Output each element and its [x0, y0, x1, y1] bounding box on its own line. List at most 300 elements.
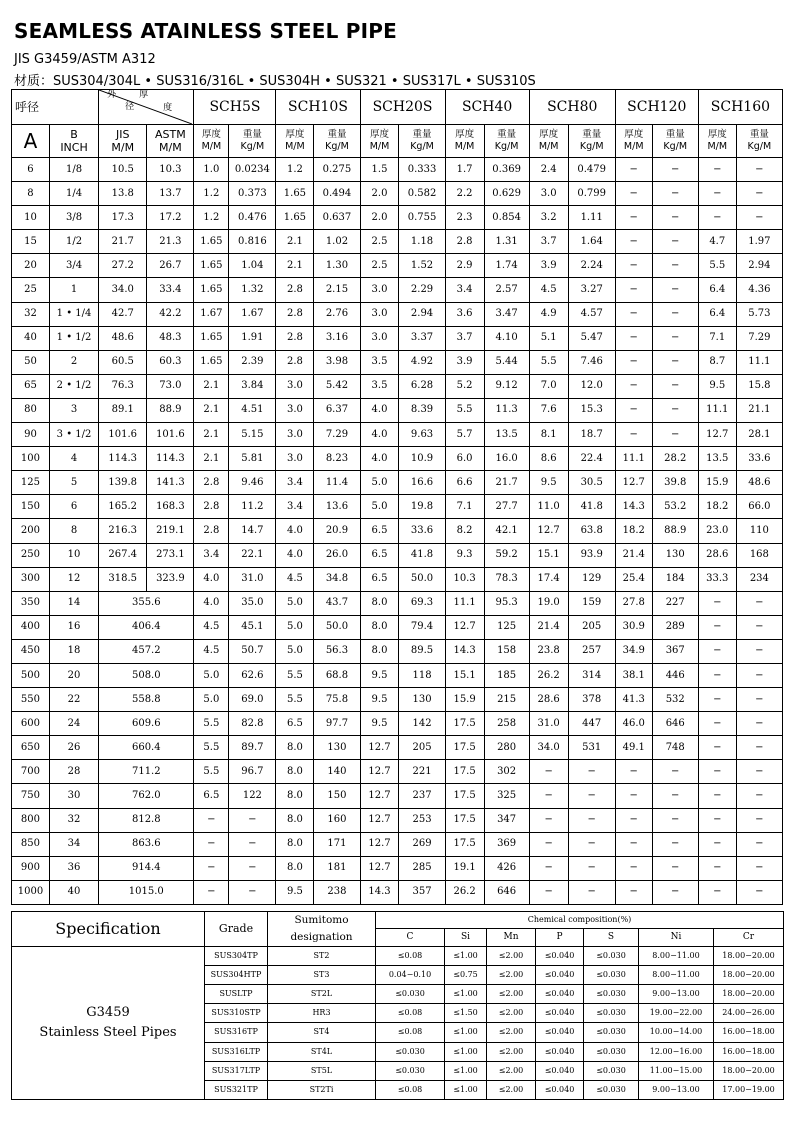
- table-cell: 34.9: [615, 639, 652, 663]
- table-cell: SUS317LTP: [205, 1061, 268, 1080]
- table-cell: ≤1.00: [445, 1061, 487, 1080]
- thickness-header-line2: M/M: [538, 141, 559, 152]
- table-cell: 19.00−22.00: [639, 1004, 714, 1023]
- nominal-inch-header-line2: INCH: [60, 141, 88, 154]
- sch-header: SCH160: [698, 90, 782, 125]
- table-row: [12, 278, 783, 302]
- table-cell: 14.3: [445, 639, 484, 663]
- table-cell: ≤1.00: [445, 984, 487, 1003]
- table-cell: ≤1.00: [445, 946, 487, 965]
- table-cell: 18.00−20.00: [714, 965, 784, 984]
- table-cell: 185: [484, 663, 529, 687]
- table-cell: ≤0.08: [376, 946, 445, 965]
- table-cell: 3.0: [360, 278, 399, 302]
- table-cell: 80: [12, 398, 50, 422]
- table-cell: 13.6: [314, 495, 360, 519]
- table-cell: −: [736, 760, 782, 784]
- table-cell: 1000: [12, 880, 50, 904]
- table-cell: 2 • 1/2: [49, 374, 98, 398]
- table-cell: −: [698, 784, 736, 808]
- table-cell: 532: [652, 688, 698, 712]
- table-cell: −: [652, 832, 698, 856]
- table-cell: 237: [399, 784, 445, 808]
- table-cell: 1 • 1/4: [49, 302, 98, 326]
- table-cell: 18.00−20.00: [714, 946, 784, 965]
- thickness-header: [615, 125, 652, 158]
- table-cell: 1.2: [194, 182, 229, 206]
- table-cell: 23.8: [529, 639, 568, 663]
- table-cell: 50.0: [399, 567, 445, 591]
- table-cell: 5.15: [229, 423, 276, 447]
- weight-header-line1: 重量: [749, 129, 769, 141]
- table-cell: 2.8: [194, 471, 229, 495]
- table-cell: 1/2: [49, 230, 98, 254]
- table-cell: 22.4: [568, 447, 615, 471]
- table-cell: ST2L: [268, 984, 376, 1003]
- table-row: [12, 712, 783, 736]
- table-cell: ≤0.030: [584, 1023, 639, 1042]
- table-cell: 2.8: [276, 350, 314, 374]
- table-cell: 33.6: [736, 447, 782, 471]
- table-cell: 7.6: [529, 398, 568, 422]
- table-cell: 31.0: [529, 712, 568, 736]
- table-cell: ≤0.08: [376, 1080, 445, 1099]
- table-cell: 8.0: [276, 808, 314, 832]
- table-cell: −: [229, 808, 276, 832]
- table-cell: −: [194, 856, 229, 880]
- table-cell: ≤0.75: [445, 965, 487, 984]
- table-cell: 5.2: [445, 374, 484, 398]
- table-cell: −: [229, 880, 276, 904]
- table-cell: 10: [49, 543, 98, 567]
- table-cell: 5: [49, 471, 98, 495]
- astm-od-header: [147, 125, 194, 158]
- table-cell: 900: [12, 856, 50, 880]
- table-cell: 646: [652, 712, 698, 736]
- table-cell: 40: [12, 326, 50, 350]
- table-cell: 3.37: [399, 326, 445, 350]
- spec-code: G3459: [86, 1005, 130, 1021]
- table-cell: −: [568, 832, 615, 856]
- table-cell: 2.5: [360, 230, 399, 254]
- table-cell: 4.5: [276, 567, 314, 591]
- table-cell: 26.2: [529, 663, 568, 687]
- table-cell: 9.5: [360, 663, 399, 687]
- table-cell: 1.67: [229, 302, 276, 326]
- table-cell: −: [568, 808, 615, 832]
- table-cell: 5.5: [194, 736, 229, 760]
- table-cell: 88.9: [147, 398, 194, 422]
- table-cell: 8.0: [276, 832, 314, 856]
- weight-header-line2: Kg/M: [579, 141, 604, 152]
- table-cell: 1.04: [229, 254, 276, 278]
- table-cell: 748: [652, 736, 698, 760]
- table-cell: 9.00−13.00: [639, 1080, 714, 1099]
- table-cell: 96.7: [229, 760, 276, 784]
- table-cell: 16: [49, 615, 98, 639]
- table-cell: 17.5: [445, 712, 484, 736]
- table-cell: 3.9: [445, 350, 484, 374]
- table-cell: 2.94: [736, 254, 782, 278]
- table-cell: 25.4: [615, 567, 652, 591]
- table-cell: −: [652, 423, 698, 447]
- table-cell: 5.81: [229, 447, 276, 471]
- table-cell: 6: [12, 158, 50, 182]
- table-cell: 5.73: [736, 302, 782, 326]
- table-cell: ≤1.50: [445, 1004, 487, 1023]
- table-cell: −: [736, 712, 782, 736]
- table-row: [12, 856, 783, 880]
- table-cell: SUS321TP: [205, 1080, 268, 1099]
- table-cell: −: [736, 832, 782, 856]
- table-cell: 28.2: [652, 447, 698, 471]
- table-cell: −: [615, 182, 652, 206]
- table-cell: −: [652, 230, 698, 254]
- table-cell: 18.7: [568, 423, 615, 447]
- table-cell: ≤0.030: [584, 1061, 639, 1080]
- table-cell: 4.92: [399, 350, 445, 374]
- table-cell: 2.1: [194, 374, 229, 398]
- table-cell: SUS310STP: [205, 1004, 268, 1023]
- table-cell: −: [652, 326, 698, 350]
- table-cell: ≤0.030: [584, 1042, 639, 1061]
- table-cell: 812.8: [99, 808, 194, 832]
- table-cell: 6.37: [314, 398, 360, 422]
- table-cell: 19.0: [529, 591, 568, 615]
- table-cell: 82.8: [229, 712, 276, 736]
- table-cell: −: [698, 808, 736, 832]
- table-cell: 2.5: [360, 254, 399, 278]
- table-cell: 1.2: [276, 158, 314, 182]
- table-cell: 68.8: [314, 663, 360, 687]
- table-row: [12, 946, 784, 965]
- thickness-header-line2: M/M: [707, 141, 728, 152]
- table-cell: 646: [484, 880, 529, 904]
- table-cell: 1.67: [194, 302, 229, 326]
- table-cell: 15.9: [445, 688, 484, 712]
- table-cell: −: [698, 591, 736, 615]
- grade-header: Grade: [205, 912, 268, 947]
- table-row: [12, 254, 783, 278]
- table-cell: 234: [736, 567, 782, 591]
- table-cell: 16.0: [484, 447, 529, 471]
- table-cell: 8.00−11.00: [639, 946, 714, 965]
- table-cell: −: [529, 880, 568, 904]
- table-cell: 1.65: [194, 326, 229, 350]
- table-cell: SUS316TP: [205, 1023, 268, 1042]
- table-cell: −: [736, 206, 782, 230]
- table-cell: 11.3: [484, 398, 529, 422]
- table-cell: −: [698, 182, 736, 206]
- table-row: [12, 495, 783, 519]
- table-cell: 7.0: [529, 374, 568, 398]
- table-cell: 269: [399, 832, 445, 856]
- table-cell: −: [529, 760, 568, 784]
- table-cell: 9.12: [484, 374, 529, 398]
- table-cell: 2.57: [484, 278, 529, 302]
- element-header: Si: [445, 928, 487, 946]
- table-cell: 90: [12, 423, 50, 447]
- thickness-header-line1: 厚度: [455, 129, 475, 141]
- table-cell: 1.2: [194, 206, 229, 230]
- table-cell: 762.0: [99, 784, 194, 808]
- table-cell: ≤1.00: [445, 1042, 487, 1061]
- table-cell: 850: [12, 832, 50, 856]
- weight-header: [484, 125, 529, 158]
- table-cell: 3/4: [49, 254, 98, 278]
- table-cell: 32: [49, 808, 98, 832]
- table-cell: 11.0: [529, 495, 568, 519]
- table-cell: −: [229, 856, 276, 880]
- table-cell: 2.0: [360, 182, 399, 206]
- table-cell: 17.5: [445, 784, 484, 808]
- table-cell: 18.00−20.00: [714, 1061, 784, 1080]
- table-cell: −: [736, 663, 782, 687]
- table-cell: 30: [49, 784, 98, 808]
- nominal-a-header: A: [12, 125, 50, 158]
- table-cell: 350: [12, 591, 50, 615]
- nominal-inch-header-line1: B: [70, 127, 78, 141]
- table-cell: 4.0: [360, 398, 399, 422]
- table-cell: 12.00−16.00: [639, 1042, 714, 1061]
- table-cell: 257: [568, 639, 615, 663]
- table-cell: 5.1: [529, 326, 568, 350]
- table-cell: 17.00−19.00: [714, 1080, 784, 1099]
- table-cell: 53.2: [652, 495, 698, 519]
- table-cell: 140: [314, 760, 360, 784]
- table-cell: 1.65: [194, 350, 229, 374]
- table-cell: 1.32: [229, 278, 276, 302]
- table-cell: 267.4: [99, 543, 147, 567]
- table-cell: 14.3: [615, 495, 652, 519]
- table-cell: 16.00−18.00: [714, 1042, 784, 1061]
- table-cell: 3.0: [276, 398, 314, 422]
- table-cell: ST4L: [268, 1042, 376, 1061]
- table-cell: −: [652, 760, 698, 784]
- table-cell: 9.5: [276, 880, 314, 904]
- table-cell: 3.4: [276, 495, 314, 519]
- table-cell: ST3: [268, 965, 376, 984]
- table-cell: 4.0: [276, 543, 314, 567]
- table-cell: 4.7: [698, 230, 736, 254]
- table-cell: 1.18: [399, 230, 445, 254]
- table-cell: 9.00−13.00: [639, 984, 714, 1003]
- table-cell: 28: [49, 760, 98, 784]
- table-cell: 4.5: [529, 278, 568, 302]
- table-cell: 159: [568, 591, 615, 615]
- table-cell: −: [615, 254, 652, 278]
- diag-outer: 外: [107, 90, 117, 100]
- thickness-header: [698, 125, 736, 158]
- table-cell: 31.0: [229, 567, 276, 591]
- table-cell: 14.3: [360, 880, 399, 904]
- table-cell: 3.5: [360, 374, 399, 398]
- table-cell: ST2: [268, 946, 376, 965]
- table-cell: 3/8: [49, 206, 98, 230]
- table-cell: ≤0.030: [584, 1004, 639, 1023]
- table-cell: 8.0: [360, 591, 399, 615]
- table-cell: 34.0: [529, 736, 568, 760]
- table-row: [12, 591, 783, 615]
- table-cell: 4.0: [360, 423, 399, 447]
- weight-header-line1: 重量: [582, 129, 602, 141]
- sch-header: SCH5S: [194, 90, 276, 125]
- table-cell: 4.36: [736, 278, 782, 302]
- table-cell: 89.1: [99, 398, 147, 422]
- table-cell: 168: [736, 543, 782, 567]
- table-cell: 12.7: [360, 736, 399, 760]
- table-cell: −: [736, 880, 782, 904]
- chemical-composition-header: Chemical composition(%): [376, 912, 784, 929]
- table-cell: 5.42: [314, 374, 360, 398]
- table-cell: 1.74: [484, 254, 529, 278]
- table-cell: 8: [49, 519, 98, 543]
- table-cell: 38.1: [615, 663, 652, 687]
- table-cell: 6: [49, 495, 98, 519]
- table-row: [12, 182, 783, 206]
- table-cell: 558.8: [99, 688, 194, 712]
- table-cell: 2.94: [399, 302, 445, 326]
- table-cell: 8.23: [314, 447, 360, 471]
- table-cell: 13.7: [147, 182, 194, 206]
- table-row: [12, 880, 783, 904]
- table-cell: −: [615, 880, 652, 904]
- table-cell: 4.5: [194, 615, 229, 639]
- table-cell: 10.00−14.00: [639, 1023, 714, 1042]
- table-cell: 21.3: [147, 230, 194, 254]
- table-cell: 7.29: [314, 423, 360, 447]
- weight-header: [399, 125, 445, 158]
- table-cell: −: [229, 832, 276, 856]
- table-cell: 11.00−15.00: [639, 1061, 714, 1080]
- table-cell: 101.6: [147, 423, 194, 447]
- table-cell: −: [652, 206, 698, 230]
- table-cell: 8.2: [445, 519, 484, 543]
- table-cell: 11.1: [698, 398, 736, 422]
- document-title: SEAMLESS ATAINLESS STEEL PIPE: [14, 19, 397, 43]
- table-cell: 8.0: [276, 736, 314, 760]
- table-cell: 21.4: [615, 543, 652, 567]
- table-cell: 139.8: [99, 471, 147, 495]
- table-cell: −: [652, 182, 698, 206]
- table-cell: 0.0234: [229, 158, 276, 182]
- table-cell: 2.76: [314, 302, 360, 326]
- material-line: 材质：SUS304/304L • SUS316/316L • SUS304H • SUS321 • SUS317L • SUS310S: [14, 74, 536, 89]
- specification-name: [12, 946, 205, 1100]
- table-row: [12, 447, 783, 471]
- table-cell: 7.46: [568, 350, 615, 374]
- table-cell: −: [615, 832, 652, 856]
- table-cell: 3.0: [529, 182, 568, 206]
- table-cell: HR3: [268, 1004, 376, 1023]
- table-cell: 1.65: [276, 206, 314, 230]
- table-cell: 12.7: [360, 784, 399, 808]
- table-cell: 914.4: [99, 856, 194, 880]
- table-cell: −: [568, 856, 615, 880]
- thickness-header-line1: 厚度: [285, 129, 305, 141]
- thickness-header: [360, 125, 399, 158]
- weight-header: [736, 125, 782, 158]
- thickness-header: [276, 125, 314, 158]
- table-cell: 30.9: [615, 615, 652, 639]
- table-cell: −: [615, 374, 652, 398]
- table-cell: 9.5: [698, 374, 736, 398]
- table-cell: 50.7: [229, 639, 276, 663]
- table-cell: 4.57: [568, 302, 615, 326]
- table-cell: ST4: [268, 1023, 376, 1042]
- table-cell: 122: [229, 784, 276, 808]
- table-cell: 21.7: [99, 230, 147, 254]
- table-cell: ≤0.040: [536, 965, 584, 984]
- table-cell: ≤0.040: [536, 1042, 584, 1061]
- table-row: [12, 230, 783, 254]
- nominal-size-header: 呼径: [12, 90, 99, 125]
- table-cell: ≤0.030: [584, 1080, 639, 1099]
- table-cell: −: [652, 158, 698, 182]
- table-cell: 100: [12, 447, 50, 471]
- table-cell: −: [736, 158, 782, 182]
- table-cell: 5.7: [445, 423, 484, 447]
- jis-od-header-line1: JIS: [115, 127, 130, 141]
- table-cell: 280: [484, 736, 529, 760]
- table-cell: 3.0: [276, 447, 314, 471]
- table-cell: ≤0.040: [536, 1004, 584, 1023]
- table-cell: 447: [568, 712, 615, 736]
- table-row: [12, 326, 783, 350]
- table-cell: 28.6: [698, 543, 736, 567]
- table-cell: SUS304TP: [205, 946, 268, 965]
- table-cell: 50: [12, 350, 50, 374]
- thickness-header-line2: M/M: [623, 141, 644, 152]
- weight-header-line2: Kg/M: [410, 141, 434, 152]
- table-row: [12, 784, 783, 808]
- table-cell: −: [615, 760, 652, 784]
- table-cell: 168.3: [147, 495, 194, 519]
- table-cell: 12.7: [360, 760, 399, 784]
- table-cell: 184: [652, 567, 698, 591]
- table-cell: 34.0: [99, 278, 147, 302]
- table-cell: 48.6: [736, 471, 782, 495]
- table-cell: 446: [652, 663, 698, 687]
- table-cell: 142: [399, 712, 445, 736]
- table-cell: 41.8: [399, 543, 445, 567]
- thickness-header-line1: 厚度: [624, 129, 644, 141]
- table-cell: 9.63: [399, 423, 445, 447]
- table-cell: 13.5: [698, 447, 736, 471]
- table-cell: 110: [736, 519, 782, 543]
- table-cell: 4.5: [194, 639, 229, 663]
- table-cell: 4.0: [360, 447, 399, 471]
- table-cell: 88.9: [652, 519, 698, 543]
- table-cell: 3.16: [314, 326, 360, 350]
- table-cell: 0.333: [399, 158, 445, 182]
- astm-od-header-line2: M/M: [159, 141, 182, 154]
- table-cell: 5.0: [276, 639, 314, 663]
- table-cell: ≤0.030: [376, 1061, 445, 1080]
- table-cell: −: [736, 639, 782, 663]
- table-cell: 5.5: [529, 350, 568, 374]
- table-cell: ≤1.00: [445, 1080, 487, 1099]
- table-cell: 3.4: [194, 543, 229, 567]
- table-cell: 17.5: [445, 760, 484, 784]
- table-cell: 4.51: [229, 398, 276, 422]
- table-cell: 18: [49, 639, 98, 663]
- table-cell: 2.8: [276, 278, 314, 302]
- table-cell: 750: [12, 784, 50, 808]
- table-cell: 114.3: [99, 447, 147, 471]
- table-cell: 3.27: [568, 278, 615, 302]
- table-cell: ≤0.040: [536, 984, 584, 1003]
